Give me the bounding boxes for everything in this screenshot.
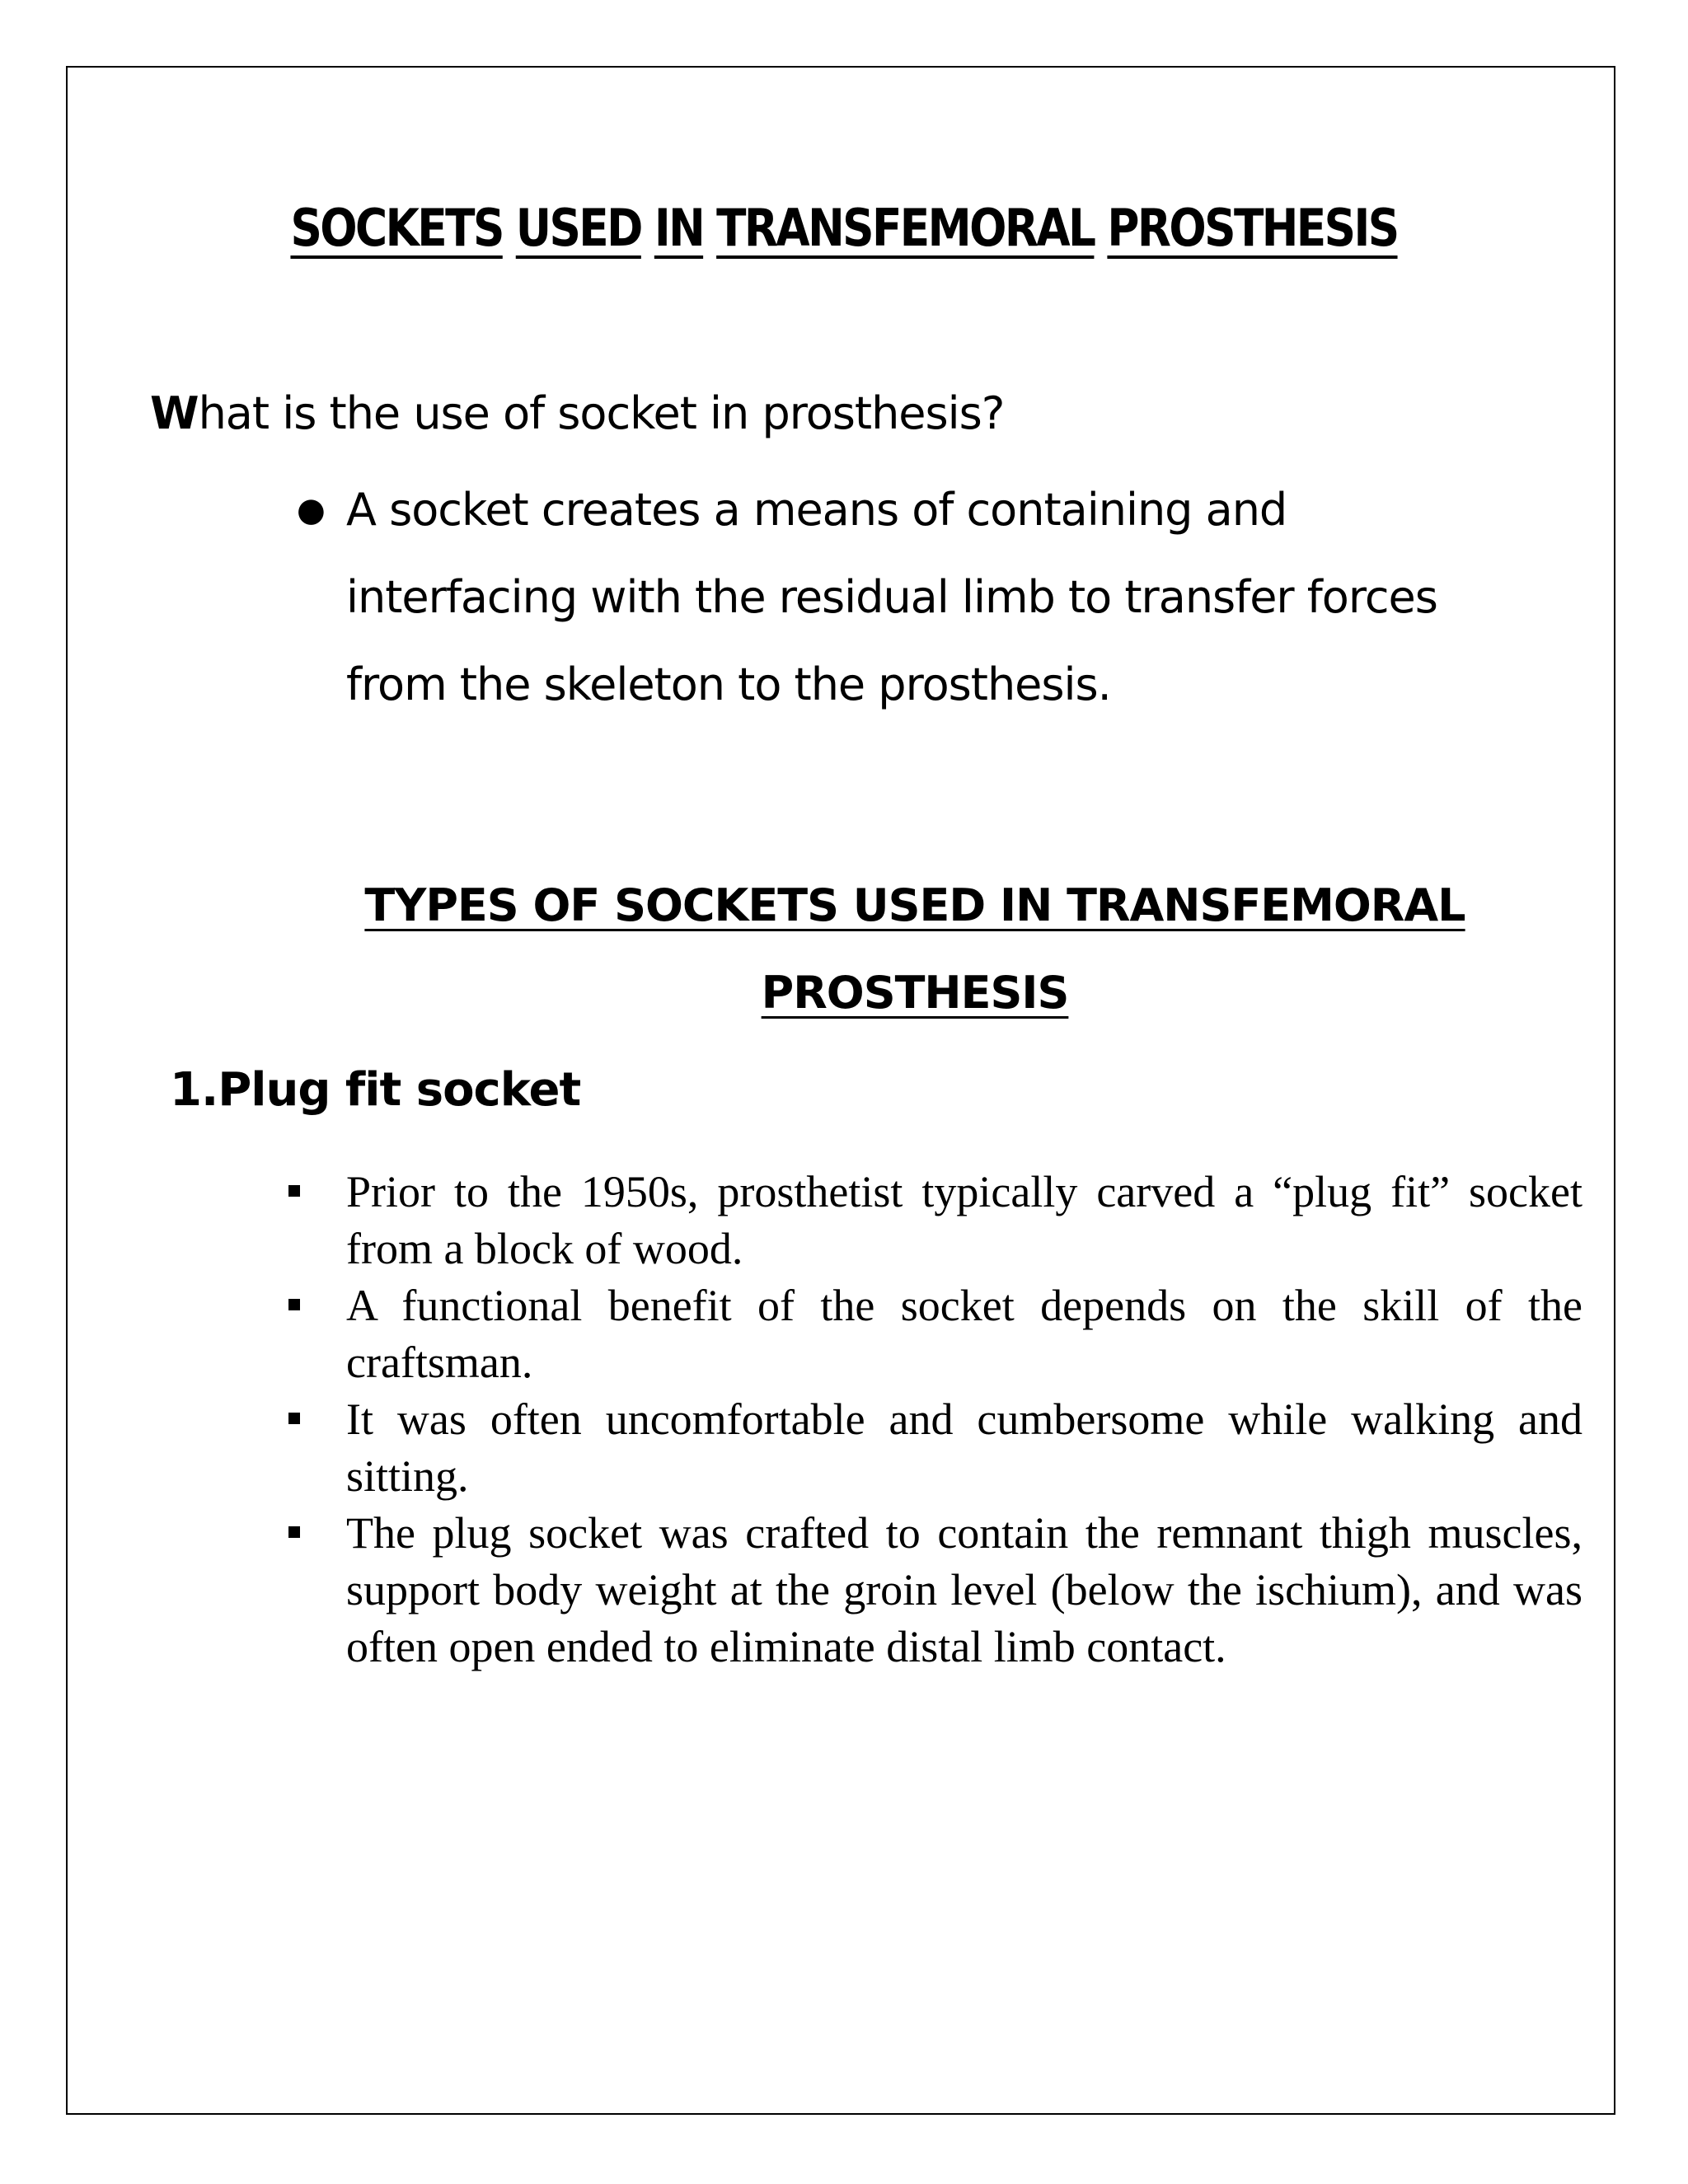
- section-heading: 1.Plug fit socket: [170, 1063, 581, 1117]
- title-word: PROSTHESIS: [1107, 198, 1398, 258]
- list-item-text: Prior to the 1950s, prosthetist typically carved a “plug fit” socket from a block of wood.: [346, 1167, 1582, 1273]
- square-bullet-icon: [288, 1526, 300, 1538]
- list-item: [288, 1391, 1582, 1505]
- question-rest: hat is the use of socket in prosthesis?: [198, 387, 1005, 439]
- answer-text: A socket creates a means of containing and interfacing with the residual limb to transfer forces from the skeleton to the prosthesis.: [346, 484, 1437, 710]
- bullet-dot-icon: ●: [297, 491, 325, 529]
- title-word: TRANSFEMORAL: [716, 198, 1095, 258]
- question-line: [150, 387, 1004, 439]
- types-heading: TYPES OF SOCKETS USED IN TRANSFEMORAL PROSTHESIS: [364, 879, 1465, 1019]
- title-word: SOCKETS: [290, 198, 503, 258]
- list-item: [288, 1277, 1582, 1391]
- list-item-text: The plug socket was crafted to contain the remnant thigh muscles, support body weight at the groin level (below the ischium), and was often open ended to eliminate distal limb contact.: [346, 1508, 1582, 1671]
- square-bullet-icon: [288, 1185, 300, 1197]
- question-first-letter: W: [150, 387, 199, 439]
- square-bullet-icon: [288, 1299, 300, 1310]
- square-bullet-icon: [288, 1413, 300, 1424]
- title-word: USED: [515, 198, 641, 258]
- title-word: IN: [654, 198, 704, 258]
- answer-bullet: [297, 466, 1484, 729]
- list-item: [288, 1164, 1582, 1277]
- list-item-text: A functional benefit of the socket depends on the skill of the craftsman.: [346, 1281, 1582, 1387]
- bullet-list: [288, 1164, 1582, 1675]
- page-title: [118, 198, 1569, 258]
- list-item: [288, 1505, 1582, 1675]
- list-item-text: It was often uncomfortable and cumbersome while walking and sitting.: [346, 1394, 1582, 1501]
